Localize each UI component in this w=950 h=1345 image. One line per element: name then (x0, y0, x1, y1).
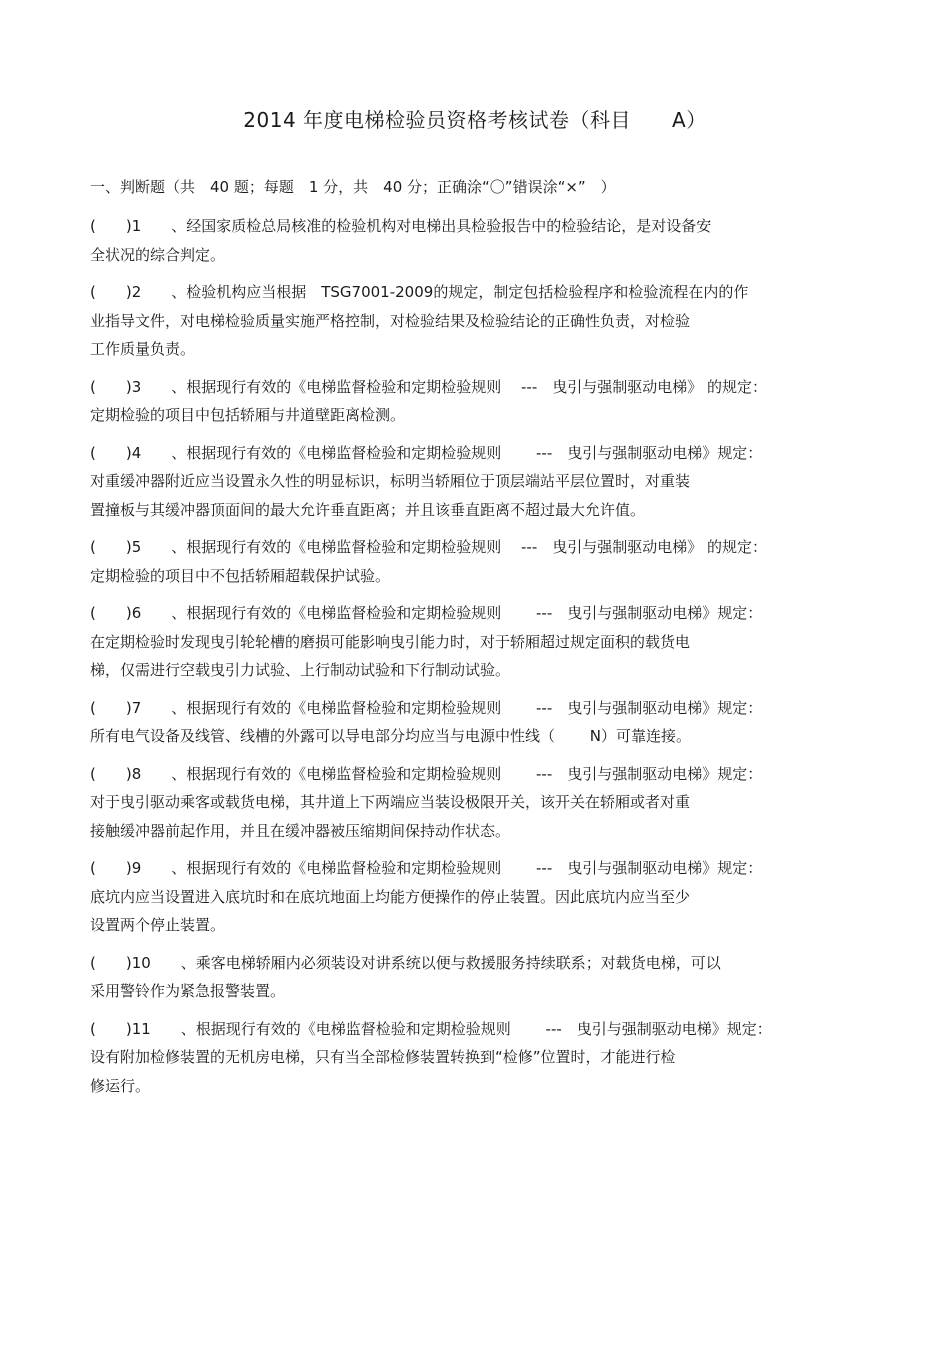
question-text-line: 业指导文件，对电梯检验质量实施严格控制，对检验结果及检验结论的正确性负责，对检验 (90, 311, 691, 330)
question-item (90, 694, 880, 751)
question-text-line: ( )11 、根据现行有效的《电梯监督检验和定期检验规则 --- 曳引与强制驱动电梯》规定： (90, 1019, 772, 1038)
question-item (90, 533, 880, 590)
question-item (90, 760, 880, 846)
question-item (90, 439, 880, 525)
question-item (90, 212, 880, 269)
question-text-line: 工作质量负责。 (90, 340, 196, 358)
section-heading: 一、判断题（共 40 题；每题 1 分，共 40 分；正确涂“〇”错误涂“×” ） (90, 178, 616, 196)
question-text-line: ( )7 、根据现行有效的《电梯监督检验和定期检验规则 --- 曳引与强制驱动电梯》规定： (90, 698, 763, 717)
question-text-line: 全状况的综合判定。 (90, 245, 226, 264)
question-text-line: ( )9 、根据现行有效的《电梯监督检验和定期检验规则 --- 曳引与强制驱动电梯》规定： (90, 859, 763, 877)
question-text-line: 定期检验的项目中包括轿厢与井道壁距离检测。 (90, 406, 406, 424)
question-item (90, 278, 880, 364)
question-text-line: 所有电气设备及线管、线槽的外露可以导电部分均应当与电源中性线（ N）可靠连接。 (90, 727, 691, 745)
question-text-line: 底坑内应当设置进入底坑时和在底坑地面上均能方便操作的停止装置。因此底坑内应当至少 (90, 887, 691, 906)
question-text-line: 采用警铃作为紧急报警装置。 (90, 982, 286, 1000)
question-text-line: 在定期检验时发现曳引轮轮槽的磨损可能影响曳引能力时，对于轿厢超过规定面积的载货电 (90, 632, 691, 651)
question-item (90, 1015, 880, 1101)
question-text-line: ( )6 、根据现行有效的《电梯监督检验和定期检验规则 --- 曳引与强制驱动电梯》规定： (90, 604, 763, 622)
question-text-line: ( )2 、检验机构应当根据 TSG7001-2009的规定，制定包括检验程序和检验流程在内的作 (90, 283, 749, 301)
question-text-line: 定期检验的项目中不包括轿厢超载保护试验。 (90, 566, 391, 585)
question-text-line: ( )3 、根据现行有效的《电梯监督检验和定期检验规则 --- 曳引与强制驱动电梯》 的规定： (90, 377, 768, 396)
question-text-line: 接触缓冲器前起作用，并且在缓冲器被压缩期间保持动作状态。 (90, 821, 511, 840)
question-text-line: ( )5 、根据现行有效的《电梯监督检验和定期检验规则 --- 曳引与强制驱动电梯》 的规定： (90, 538, 768, 556)
question-text-line: 梯，仅需进行空载曳引力试验、上行制动试验和下行制动试验。 (90, 661, 511, 679)
question-item (90, 854, 880, 940)
question-text-line: 设置两个停止装置。 (90, 916, 226, 934)
question-text-line: 修运行。 (90, 1076, 151, 1095)
question-item (90, 949, 880, 1006)
exam-title: 2014 年度电梯检验员资格考核试卷（科目 A） (243, 108, 707, 132)
question-text-line: 置撞板与其缓冲器顶面间的最大允许垂直距离；并且该垂直距离不超过最大允许值。 (90, 500, 646, 519)
question-item (90, 373, 880, 430)
question-list (90, 212, 880, 1109)
question-text-line: ( )4 、根据现行有效的《电梯监督检验和定期检验规则 --- 曳引与强制驱动电梯》规定： (90, 443, 763, 462)
question-text-line: ( )1 、经国家质检总局核准的检验机构对电梯出具检验报告中的检验结论，是对设备安 (90, 217, 712, 235)
question-text-line: ( )10 、乘客电梯轿厢内必须装设对讲系统以便与救援服务持续联系；对载货电梯，可以 (90, 953, 721, 972)
question-text-line: 对于曳引驱动乘客或载货电梯，其井道上下两端应当装设极限开关，该开关在轿厢或者对重 (90, 793, 691, 811)
question-item (90, 599, 880, 685)
question-text-line: 设有附加检修装置的无机房电梯，只有当全部检修装置转换到“检修”位置时，才能进行检 (90, 1048, 676, 1066)
question-text-line: ( )8 、根据现行有效的《电梯监督检验和定期检验规则 --- 曳引与强制驱动电梯》规定： (90, 764, 763, 783)
question-text-line: 对重缓冲器附近应当设置永久性的明显标识，标明当轿厢位于顶层端站平层位置时，对重装 (90, 472, 691, 490)
